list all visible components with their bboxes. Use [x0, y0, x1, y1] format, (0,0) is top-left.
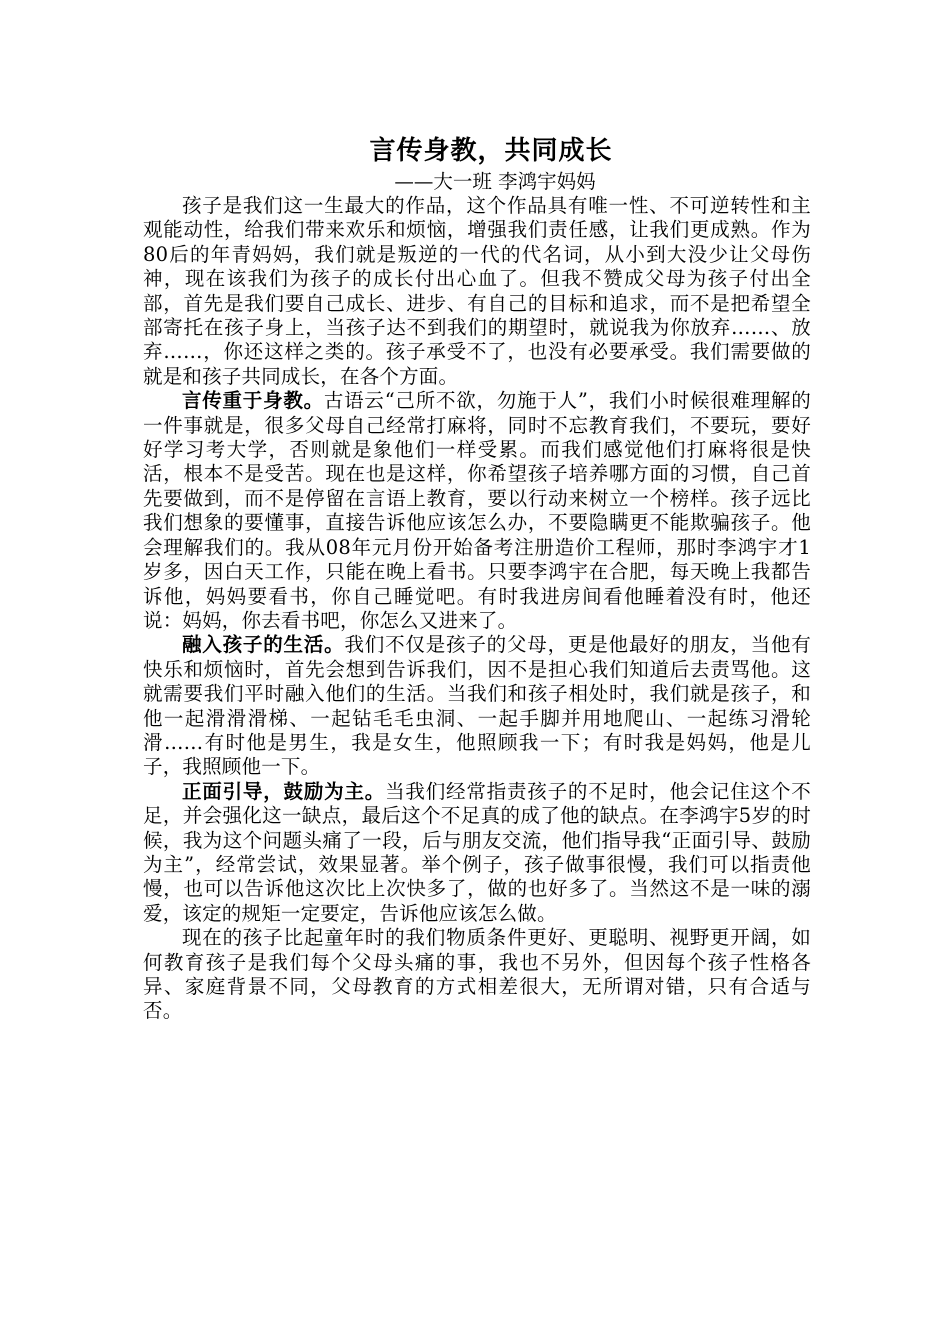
paragraph-conclusion: [143, 926, 811, 1024]
document-page: [143, 132, 811, 1024]
document-byline: ——大一班 李鸿宇妈妈: [394, 170, 596, 193]
paragraph-text: 现在的孩子比起童年时的我们物质条件更好、更聪明、视野更开阔，如何教育孩子是我们每个父母头痛的事，我也不另外，但因每个孩子性格各异、家庭背景不同，父母教育的方式相差很大，无所谓对错，只有合适与否。: [143, 926, 811, 1023]
paragraph-text: 当我们经常指责孩子的不足时，他会记住这个不足，并会强化这一缺点，最后这个不足真的成了他的缺点。在李鸿宇5岁的时候，我为这个问题头痛了一段，后与朋友交流，他们指导我“正面引导、鼓励为主”，经常尝试，效果显著。举个例子，孩子做事很慢，我们可以指责他慢，也可以告诉他这次比上次快多了，做的也好多了。当然这不是一味的溺爱，该定的规矩一定要定，告诉他应该怎么做。: [143, 779, 811, 925]
paragraph-words-and-deeds: [143, 389, 811, 633]
paragraph-lead: 融入孩子的生活。: [182, 633, 345, 657]
paragraph-lead: 正面引导，鼓励为主。: [182, 779, 386, 803]
paragraph-text: 我们不仅是孩子的父母，更是他最好的朋友，当他有快乐和烦恼时，首先会想到告诉我们，因不是担心我们知道后去责骂他。这就需要我们平时融入他们的生活。当我们和孩子相处时，我们就是孩子，和他一起滑滑滑梯、一起钻毛毛虫洞、一起手脚并用地爬山、一起练习滑轮滑……有时他是男生，我是女生，他照顾我一下；有时我是妈妈，他是儿子，我照顾他一下。: [143, 633, 811, 779]
document-title: 言传身教，共同成长: [369, 136, 613, 166]
paragraph-intro: [143, 194, 811, 389]
paragraph-join-child-life: [143, 633, 811, 779]
paragraph-lead: 言传重于身教。: [182, 389, 324, 413]
paragraph-text: 孩子是我们这一生最大的作品，这个作品具有唯一性、不可逆转性和主观能动性，给我们带来欢乐和烦恼，增强我们责任感，让我们更成熟。作为80后的年青妈妈，我们就是叛逆的一代的代名词，从小到大没少让父母伤神，现在该我们为孩子的成长付出心血了。但我不赞成父母为孩子付出全部，首先是我们要自己成长、进步、有自己的目标和追求，而不是把希望全部寄托在孩子身上，当孩子达不到我们的期望时，就说我为你放弃……、放弃……，你还这样之类的。孩子承受不了，也没有必要承受。我们需要做的就是和孩子共同成长，在各个方面。: [143, 194, 811, 388]
paragraph-text: 古语云“己所不欲，勿施于人”，我们小时候很难理解的一件事就是，很多父母自己经常打麻将，同时不忘教育我们，不要玩，要好好学习考大学，否则就是象他们一样受累。而我们感觉他们打麻将很是快活，根本不是受苦。现在也是这样，你希望孩子培养哪方面的习惯，自己首先要做到，而不是停留在言语上教育，要以行动来树立一个榜样。孩子远比我们想象的要懂事，直接告诉他应该怎么办，不要隐瞒更不能欺骗孩子。他会理解我们的。我从08年元月份开始备考注册造价工程师，那时李鸿宇才1岁多，因白天工作，只能在晚上看书。只要李鸿宇在合肥，每天晚上我都告诉他，妈妈要看书，你自己睡觉吧。有时我进房间看他睡着没有时，他还说：妈妈，你去看书吧，你怎么又进来了。: [143, 389, 811, 632]
paragraph-positive-guidance: [143, 780, 811, 926]
